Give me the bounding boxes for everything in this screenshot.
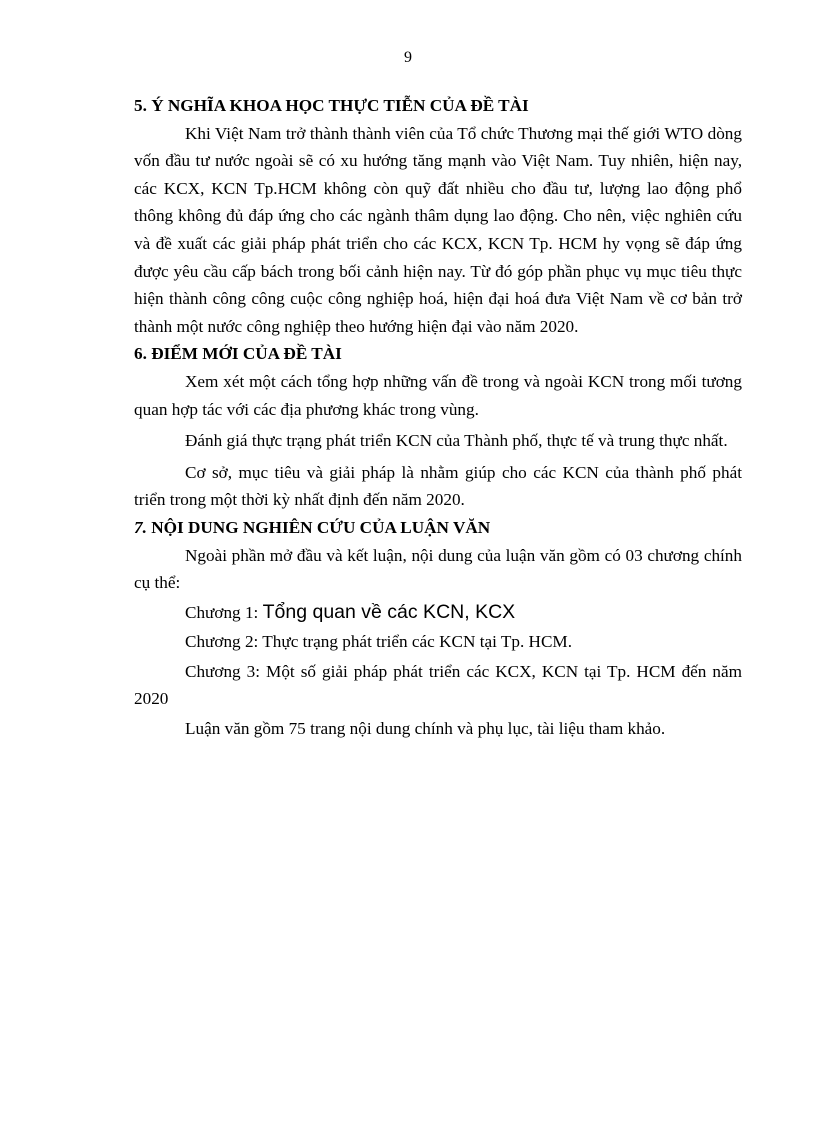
section-5-paragraph: Khi Việt Nam trở thành thành viên của Tổ chức Thương mại thế giới WTO dòng vốn đầu tư nước ngoài sẽ có xu hướng tăng mạnh vào Việt Nam. Tuy nhiên, hiện nay, các KCX, KCN Tp.HCM không còn quỹ đất nhiều cho đầu tư, lượng lao động phổ thông không đủ đáp ứng cho các ngành thâm dụng lao động. Cho nên, việc nghiên cứu và đề xuất các giải pháp phát triển cho các KCX, KCN Tp. HCM hy vọng sẽ đáp ứng được yêu cầu cấp bách trong bối cảnh hiện nay. Từ đó góp phần phục vụ mục tiêu thực hiện thành công công cuộc công nghiệp hoá, hiện đại hoá đưa Việt Nam về cơ bản trở thành một nước công nghiệp theo hướng hiện đại vào năm 2020. [134,123,742,336]
section-7-heading-text: NỘI DUNG NGHIÊN CỨU CỦA LUẬN VĂN [146,517,491,537]
section-6-paragraph-2: Đánh giá thực trạng phát triển KCN của Thành phố, thực tế và trung thực nhất. [185,431,728,451]
chapter-1-title: Tổng quan về các KCN, KCX [262,600,516,623]
page-number: 9 [404,49,412,66]
section-5-heading: 5. Ý NGHĨA KHOA HỌC THỰC TIỄN CỦA ĐỀ TÀI [134,96,529,115]
chapter-1-label: Chương 1: [185,602,263,622]
document-body [134,92,742,743]
section-7-intro: Ngoài phần mở đầu và kết luận, nội dung của luận văn gồm có 03 chương chính cụ thể: [134,545,742,593]
section-6-heading: 6. ĐIỂM MỚI CỦA ĐỀ TÀI [134,344,342,364]
chapter-1-line [134,599,742,627]
closing-paragraph: Luận văn gồm 75 trang nội dung chính và phụ lục, tài liệu tham khảo. [185,719,666,739]
section-6-paragraph-1: Xem xét một cách tổng hợp những vấn đề trong và ngoài KCN trong mối tương quan hợp tác với các địa phương khác trong vùng. [134,371,742,419]
chapter-3-line: Chương 3: Một số giải pháp phát triển các KCX, KCN tại Tp. HCM đến năm 2020 [134,661,742,709]
section-6-paragraph-3: Cơ sở, mục tiêu và giải pháp là nhằm giúp cho các KCN của thành phố phát triển trong một thời kỳ nhất định đến năm 2020. [134,462,742,510]
section-7-heading [134,514,742,542]
chapter-2-line: Chương 2: Thực trạng phát triển các KCN tại Tp. HCM. [185,632,573,652]
section-7-heading-number: 7. [134,517,147,537]
